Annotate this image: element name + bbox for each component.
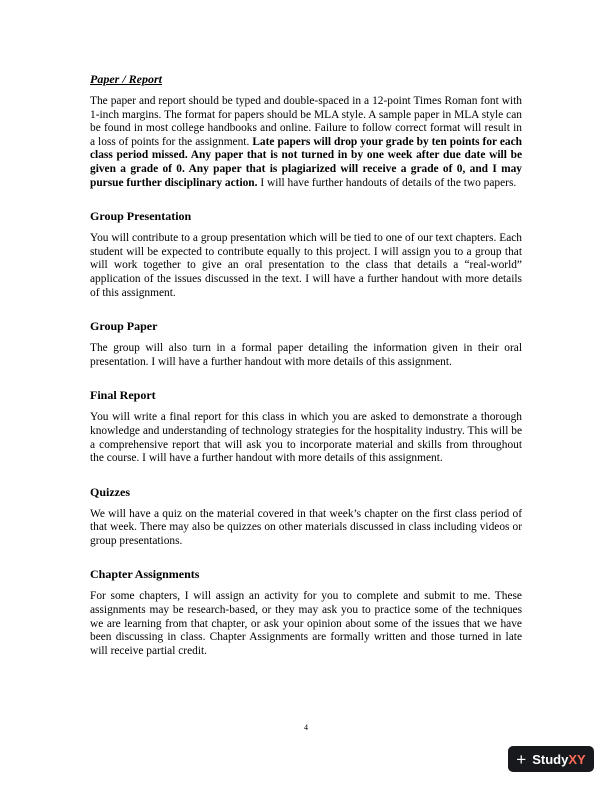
section-paragraph bbox=[90, 232, 522, 300]
section-paragraph bbox=[90, 590, 522, 658]
studyxy-watermark[interactable] bbox=[508, 746, 594, 772]
paragraph-text: We will have a quiz on the material covered in that week’s chapter on the first class period of that week. There may also be quizzes on other materials discussed in class including videos or group presentations. bbox=[90, 507, 522, 547]
section-heading: Quizzes bbox=[90, 484, 130, 499]
plus-icon: + bbox=[516, 749, 527, 769]
section-heading: Paper / Report bbox=[90, 72, 162, 86]
paragraph-bold-text: Late papers will drop your grade by ten points for each class period missed. Any paper that is not turned in by one week after due date will be given a grade of 0. Any paper that is plagiarized will receive a grade of 0, and I may pursue further disciplinary action. bbox=[90, 135, 522, 189]
paragraph-text: The paper and report should be typed and double-spaced in a 12-point Times Roman font with 1-inch margins. The format for papers should be MLA style. A sample paper in MLA style can be found in most college handbooks and online. Failure to follow correct format will result in a loss of points for the assignment. bbox=[90, 95, 522, 148]
section-paper-report bbox=[90, 72, 522, 190]
document-page bbox=[90, 72, 522, 677]
section-paragraph bbox=[90, 95, 522, 190]
section-group-paper bbox=[90, 319, 522, 369]
paragraph-text: You will contribute to a group presentation which will be tied to one of our text chapters. Each student will be expected to contribute equally to this project. I will assign you to a group that will work together to give an oral presentation to the class that details a “real-world” application of the issues discussed in the text. I will have a further handout with more details of this assignment. bbox=[90, 232, 522, 299]
section-quizzes bbox=[90, 485, 522, 549]
paragraph-text: I will have further handouts of details of the two papers. bbox=[257, 176, 517, 189]
section-group-presentation bbox=[90, 209, 522, 300]
section-heading: Chapter Assignments bbox=[90, 567, 200, 582]
watermark-accent-text: XY bbox=[568, 751, 586, 767]
watermark-text: Study bbox=[532, 751, 569, 767]
section-heading: Group Presentation bbox=[90, 209, 192, 224]
section-paragraph bbox=[90, 411, 522, 465]
section-paragraph bbox=[90, 508, 522, 549]
paragraph-text: The group will also turn in a formal paper detailing the information given in their oral presentation. I will have a further handout with more details of this assignment. bbox=[90, 342, 522, 368]
section-heading: Final Report bbox=[90, 388, 156, 403]
section-chapter-assignments bbox=[90, 567, 522, 658]
paragraph-text: You will write a final report for this class in which you are asked to demonstrate a thorough knowledge and understanding of technology strategies for the hospitality industry. This will be a comprehensive report that will ask you to incorporate material and skills from throughout the course. I will have a further handout with more details of this assignment. bbox=[90, 411, 522, 465]
section-heading: Group Paper bbox=[90, 319, 158, 334]
paragraph-text: For some chapters, I will assign an activity for you to complete and submit to me. These assignments may be research-based, or they may ask you to practice some of the techniques we are learning from that chapter, or ask your opinion about some of the issues that we have been discussing in class. Chapter Assignments are formally written and those turned in late will receive partial credit. bbox=[90, 590, 522, 657]
section-paragraph bbox=[90, 342, 522, 369]
section-final-report bbox=[90, 388, 522, 465]
page-number: 4 bbox=[304, 723, 308, 732]
